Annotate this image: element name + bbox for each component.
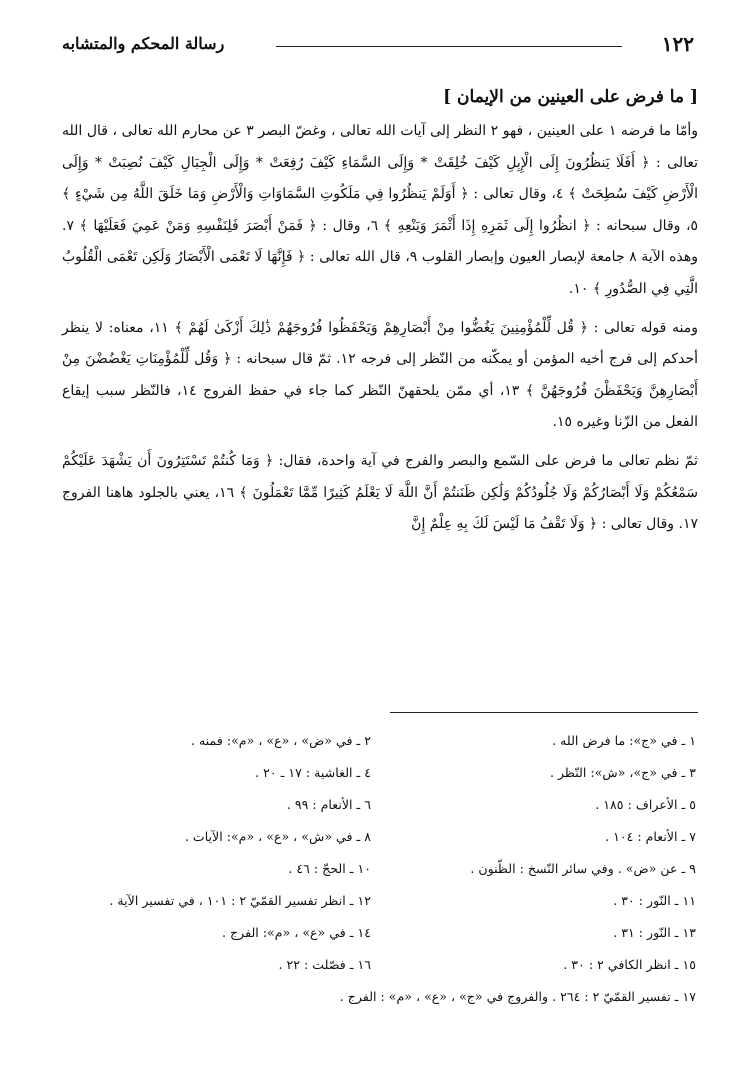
footnote: ١٠ ـ الحجّ : ٤٦ .	[288, 861, 371, 876]
header-rule	[276, 46, 622, 47]
footnote: ١٥ ـ انظر الكافي ٢ : ٣٠ .	[563, 957, 696, 972]
footnote: ١١ ـ النّور : ٣٠ .	[613, 893, 696, 908]
footnote: ١٧ ـ تفسير القمّيّ ٢ : ٢٦٤ . والفروج في «ج» ، «ع» ، «م» : الفرج .	[339, 989, 696, 1004]
page-header	[62, 30, 694, 60]
footnote: ١٦ ـ فصّلت : ٢٢ .	[278, 957, 371, 972]
footnote: ٤ ـ الغاشية : ١٧ ـ ٢٠ .	[255, 765, 371, 780]
footnote: ٦ ـ الأنعام : ٩٩ .	[286, 797, 371, 812]
book-title: رسالة المحكم والمتشابه	[62, 34, 225, 53]
section-heading: [ ما فرض على العينين من الإيمان ]	[443, 87, 698, 107]
paragraph: ومنه قوله تعالى : ﴿ قُل لِّلْمُؤْمِنِينَ يَغُضُّوا مِنْ أَبْصَارِهِمْ وَيَحْفَظُوا فُرُوجَهُمْ ذَٰلِكَ أَزْكَىٰ لَهُمْ ﴾ ١١، معناه: لا ينظر أحدكم إلى فرج أخيه المؤمن أو يمكّنه من النّظر إلى فرجه ١٢. ثمّ قال سبحانه : ﴿ وَقُل لِّلْمُؤْمِنَاتِ يَغْضُضْنَ مِنْ أَبْصَارِهِنَّ وَيَحْفَظْنَ فُرُوجَهُنَّ ﴾ ١٣، أي ممّن يلحقهنّ النّظر كما جاء في حفظ الفروج ١٤، فالنّظر سبب إيقاع الفعل من الزّنا وغيره ١٥.	[62, 319, 698, 431]
footnote: ١٤ ـ في «ع» ، «م»: الفرج .	[222, 925, 371, 940]
footnote: ١٢ ـ انظر تفسير القمّيّ ٢ : ١٠١ ، في تفسير الآية .	[109, 893, 371, 908]
main-text	[62, 116, 698, 541]
footnote: ٩ ـ عن «ض» . وفي سائر النّسخ : الظّنون .	[470, 861, 696, 876]
paragraph: وأمّا ما فرضه ١ على العينين ، فهو ٢ النظر إلى آيات الله تعالى ، وغضّ البصر ٣ عن محارم الله تعالى ، قال الله تعالى : ﴿ أَفَلَا يَنظُرُونَ إِلَى الْإِبِلِ كَيْفَ خُلِقَتْ * وَإِلَى السَّمَاءِ كَيْفَ رُفِعَتْ * وَإِلَى الْجِبَالِ كَيْفَ نُصِبَتْ * وَإِلَى الْأَرْضِ كَيْفَ سُطِحَتْ ﴾ ٤، وقال تعالى : ﴿ أَوَلَمْ يَنظُرُوا فِي مَلَكُوتِ السَّمَاوَاتِ وَالْأَرْضِ وَمَا خَلَقَ اللَّهُ مِن شَيْءٍ ﴾ ٥، وقال سبحانه : ﴿ انظُرُوا إِلَى ثَمَرِهِ إِذَا أَثْمَرَ وَيَنْعِهِ ﴾ ٦، وقال : ﴿ فَمَنْ أَبْصَرَ فَلِنَفْسِهِ وَمَنْ عَمِيَ فَعَلَيْهَا ﴾ ٧. وهذه الآية ٨ جامعة لإبصار العيون وإبصار القلوب ٩، قال الله تعالى : ﴿ فَإِنَّهَا لَا تَعْمَى الْأَبْصَارُ وَلَكِن تَعْمَى الْقُلُوبُ الَّتِي فِي الصُّدُورِ ﴾ ١٠.	[62, 123, 699, 297]
footnote: ٢ ـ في «ض» ، «ع» ، «م»: فمنه .	[191, 733, 371, 748]
page-number: ١٢٢	[661, 32, 694, 56]
footnote: ١ ـ في «ج»: ما فرض الله .	[552, 733, 696, 748]
footnote: ٥ ـ الأعراف : ١٨٥ .	[595, 797, 696, 812]
footnote-separator	[390, 712, 698, 713]
footnote: ٧ ـ الأنعام : ١٠٤ .	[605, 829, 696, 844]
footnote: ١٣ ـ النّور : ٣١ .	[613, 925, 696, 940]
footnote: ٨ ـ في «ش» ، «ع» ، «م»: الآيات .	[184, 829, 371, 844]
paragraph: ثمّ نظم تعالى ما فرض على السّمع والبصر والفرج في آية واحدة، فقال: ﴿ وَمَا كُنتُمْ تَسْتَتِرُونَ أَن يَشْهَدَ عَلَيْكُمْ سَمْعُكُمْ وَلَا أَبْصَارُكُمْ وَلَا جُلُودُكُمْ وَلَٰكِن ظَنَنتُمْ أَنَّ اللَّهَ لَا يَعْلَمُ كَثِيرًا مِّمَّا تَعْمَلُونَ ﴾ ١٦، يعني بالجلود هاهنا الفروج ١٧. وقال تعالى : ﴿ وَلَا تَقْفُ مَا لَيْسَ لَكَ بِهِ عِلْمٌ إِنَّ	[62, 452, 698, 533]
footnote: ٣ ـ في «ج»، «ش»: النّظر .	[549, 765, 696, 780]
